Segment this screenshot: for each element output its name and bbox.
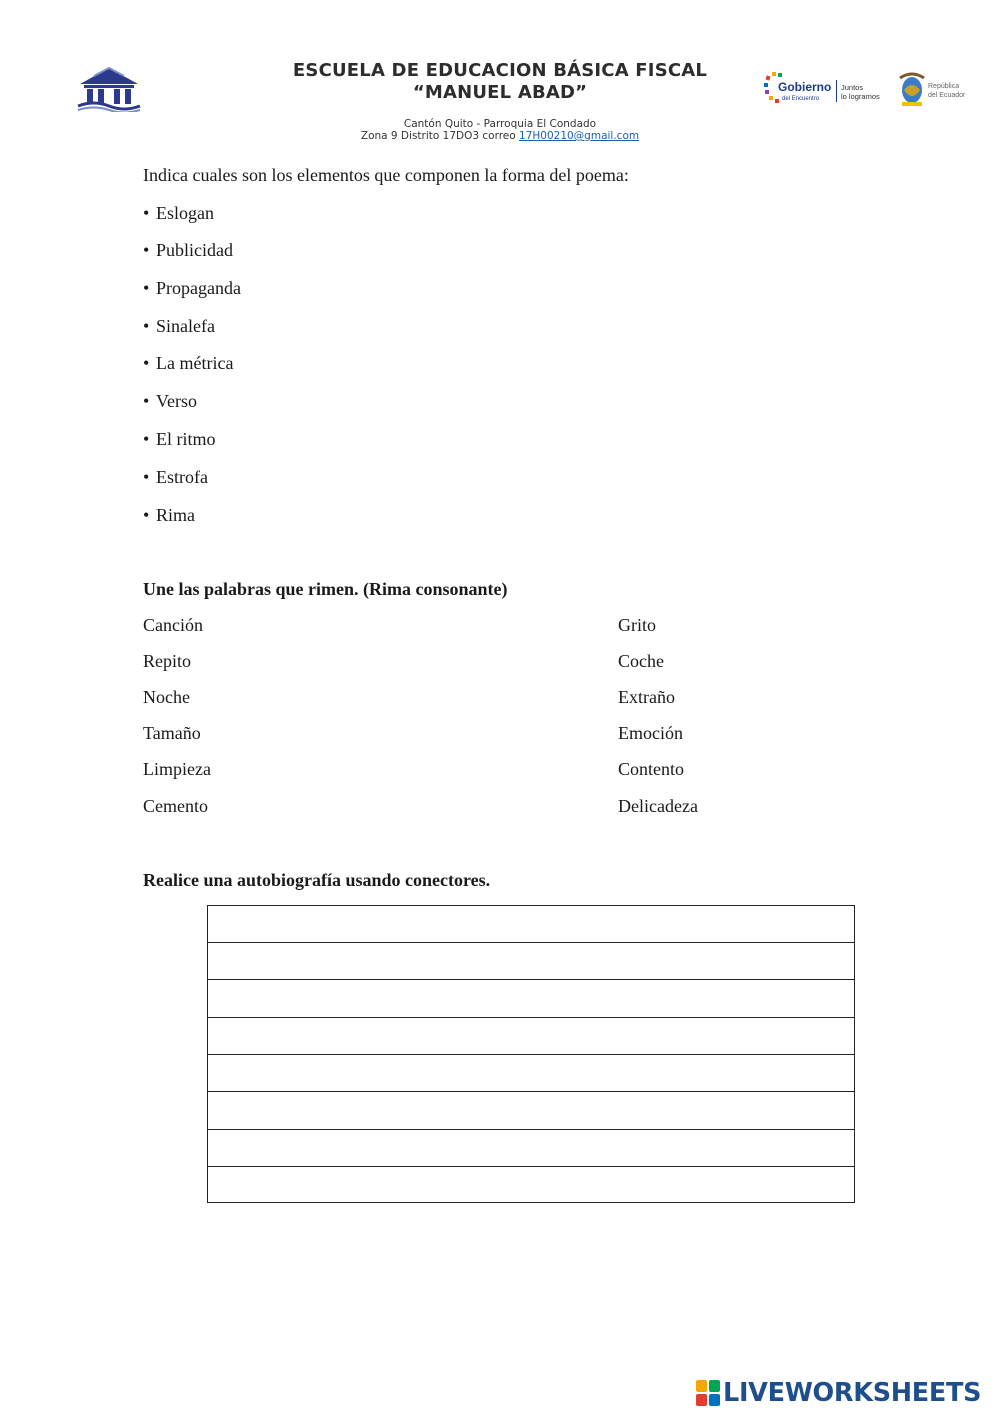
- match-left-word[interactable]: Limpieza: [143, 759, 211, 779]
- bullet-icon: •: [143, 316, 150, 336]
- match-left-word[interactable]: Repito: [143, 651, 191, 671]
- liveworksheets-wordmark: LIVEWORKSHEETS: [723, 1378, 982, 1408]
- option-item[interactable]: [143, 429, 216, 450]
- match-right-word[interactable]: Extraño: [618, 687, 675, 707]
- school-logo-icon: [74, 62, 144, 112]
- gobierno-slogan-2: lo logramos: [841, 92, 880, 101]
- bullet-icon: •: [143, 391, 150, 411]
- republic-text-2: del Ecuador: [928, 92, 966, 99]
- writing-line: [208, 1091, 854, 1092]
- liveworksheets-brand[interactable]: [696, 1376, 981, 1410]
- address-line1: Cantón Quito - Parroquia El Condado: [403, 118, 597, 130]
- option-item[interactable]: [143, 505, 195, 526]
- gobierno-text: Gobierno: [778, 80, 832, 94]
- gobierno-logo-icon: [764, 70, 890, 110]
- autobiography-writing-box[interactable]: [207, 905, 855, 1203]
- address-line2: [200, 130, 800, 142]
- writing-line: [208, 942, 854, 943]
- writing-line: [208, 979, 854, 980]
- option-label: Verso: [156, 391, 197, 411]
- option-label: Propaganda: [156, 278, 241, 298]
- school-name-line2: “MANUEL ABAD”: [412, 82, 588, 103]
- option-label: Estrofa: [156, 467, 208, 487]
- option-label: Eslogan: [156, 203, 214, 223]
- writing-line: [208, 1054, 854, 1055]
- option-item[interactable]: [143, 353, 233, 374]
- bullet-icon: •: [143, 278, 150, 298]
- school-name-line1: ESCUELA DE EDUCACION BÁSICA FISCAL: [292, 60, 708, 81]
- liveworksheets-logo-icon: [696, 1380, 720, 1406]
- option-item[interactable]: [143, 203, 214, 224]
- writing-line: [208, 1017, 854, 1018]
- gobierno-sub-text: del Encuentro: [782, 96, 820, 102]
- match-left-word[interactable]: Noche: [143, 687, 190, 707]
- gobierno-slogan-1: Juntos: [841, 83, 864, 92]
- bullet-icon: •: [143, 429, 150, 449]
- option-item[interactable]: [143, 467, 208, 488]
- option-label: Publicidad: [156, 240, 233, 260]
- match-left-word[interactable]: Canción: [143, 615, 203, 635]
- writing-line: [208, 1166, 854, 1167]
- section2-heading: Une las palabras que rimen. (Rima consonante): [143, 579, 508, 599]
- bullet-icon: •: [143, 505, 150, 525]
- writing-line: [208, 1129, 854, 1130]
- option-label: Sinalefa: [156, 316, 215, 336]
- bullet-icon: •: [143, 353, 150, 373]
- section3-heading: Realice una autobiografía usando conectores.: [143, 870, 491, 890]
- ecuador-shield-icon: [898, 72, 968, 108]
- address-prefix: Zona 9 Distrito 17DO3 correo: [360, 130, 520, 142]
- match-right-word[interactable]: Contento: [618, 759, 684, 779]
- option-item[interactable]: [143, 316, 215, 337]
- email-link[interactable]: 17H00210@gmail.com: [519, 130, 640, 142]
- bullet-icon: •: [143, 240, 150, 260]
- option-label: La métrica: [156, 353, 234, 373]
- bullet-icon: •: [143, 467, 150, 487]
- match-right-word[interactable]: Coche: [618, 651, 664, 671]
- option-item[interactable]: [143, 391, 197, 412]
- option-label: El ritmo: [156, 429, 216, 449]
- match-left-word[interactable]: Cemento: [143, 796, 208, 816]
- option-item[interactable]: [143, 278, 241, 299]
- option-item[interactable]: [143, 240, 233, 261]
- match-right-word[interactable]: Grito: [618, 615, 656, 635]
- match-right-word[interactable]: Emoción: [618, 723, 683, 743]
- section1-instruction: Indica cuales son los elementos que componen la forma del poema:: [143, 165, 629, 185]
- match-left-word[interactable]: Tamaño: [143, 723, 201, 743]
- republic-text-1: República: [928, 83, 960, 90]
- match-right-word[interactable]: Delicadeza: [618, 796, 698, 816]
- option-label: Rima: [156, 505, 195, 525]
- bullet-icon: •: [143, 203, 150, 223]
